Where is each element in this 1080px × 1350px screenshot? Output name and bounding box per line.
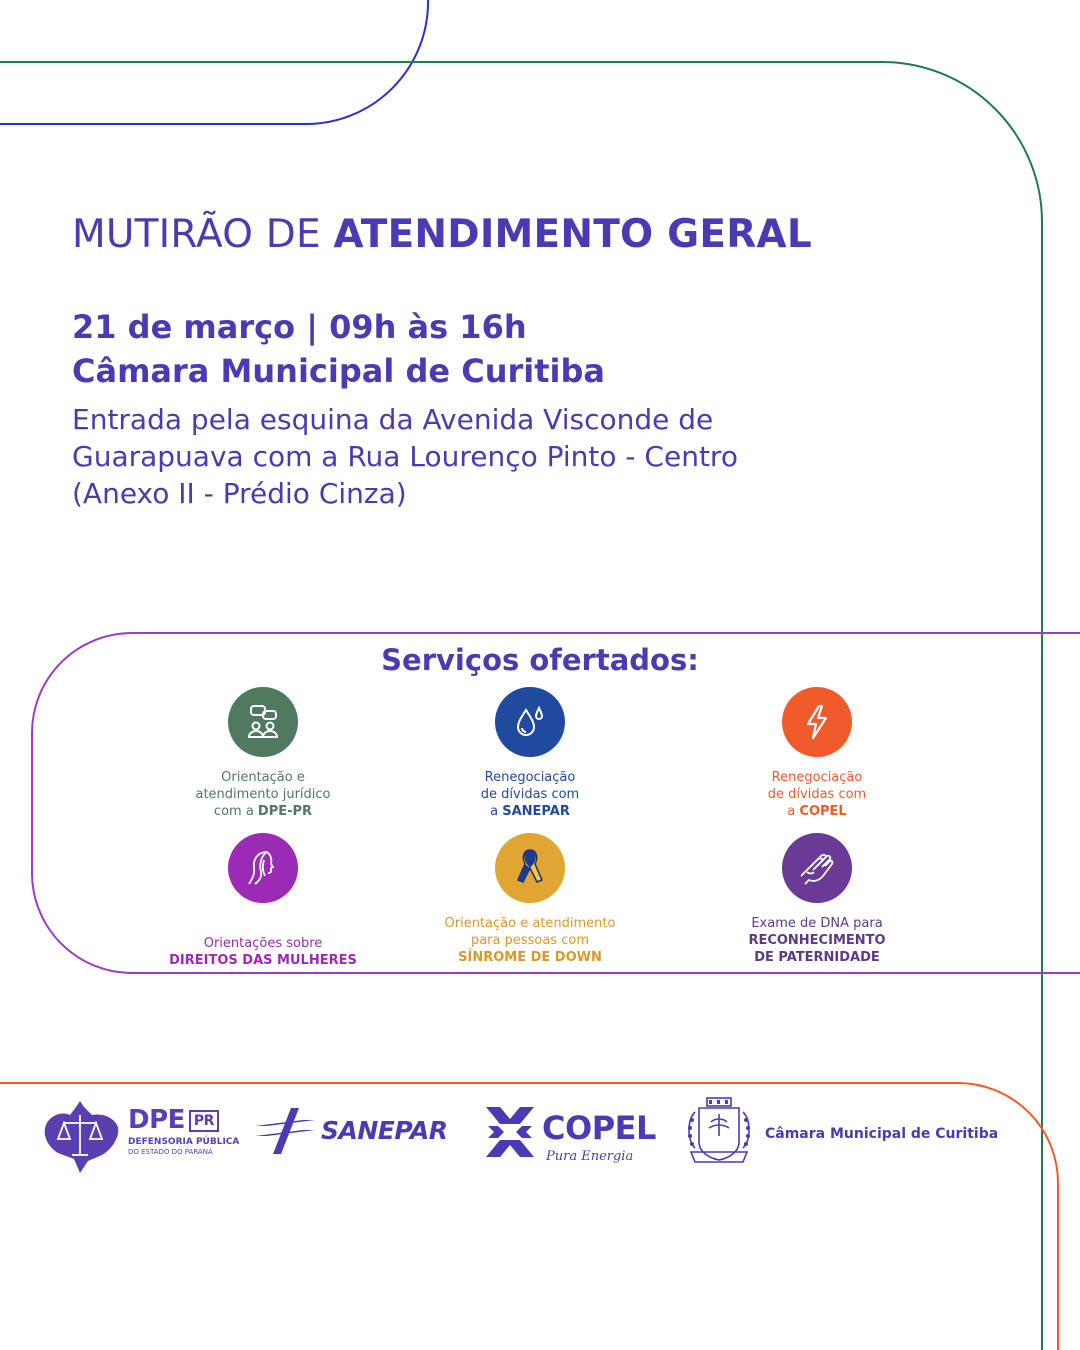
- label-text: a: [787, 804, 800, 819]
- title-light: MUTIRÃO DE: [72, 212, 334, 257]
- label-text: com a: [213, 804, 258, 819]
- label-line: [420, 949, 640, 966]
- woman-profile-icon: [228, 833, 298, 903]
- event-date: 21 de março | 09h às 16h: [72, 308, 527, 346]
- page-title: [72, 212, 812, 257]
- service-label: [420, 915, 640, 966]
- title-bold: ATENDIMENTO GERAL: [333, 212, 812, 257]
- water-drop-icon: [495, 687, 565, 757]
- address-line: (Anexo II - Prédio Cinza): [72, 477, 407, 510]
- service-label: [707, 769, 927, 820]
- dpe-subtitle: DEFENSORIA PÚBLICA: [128, 1137, 240, 1147]
- label-bold: DPE-PR: [257, 804, 313, 819]
- service-label: [153, 769, 373, 820]
- label-line: para pessoas com: [470, 933, 590, 948]
- service-label: [420, 769, 640, 820]
- sanepar-mark-icon: [253, 1108, 317, 1154]
- label-text: a: [490, 804, 503, 819]
- label-bold: COPEL: [799, 804, 847, 819]
- sanepar-logo: [253, 1108, 453, 1156]
- copel-text: COPEL: [542, 1109, 656, 1147]
- service-women-rights: [153, 833, 373, 969]
- sanepar-text: SANEPAR: [321, 1116, 448, 1145]
- service-dna-test: [707, 833, 927, 966]
- label-line: [153, 952, 373, 969]
- label-line: Orientação e: [221, 770, 305, 785]
- copel-mark-icon: [486, 1107, 534, 1157]
- label-line: Orientação e atendimento: [444, 916, 616, 931]
- dpe-pr-logo: [40, 1097, 240, 1177]
- services-heading: Serviços ofertados:: [381, 643, 699, 677]
- copel-logo: [486, 1105, 656, 1169]
- address-line: Entrada pela esquina da Avenida Visconde de: [72, 403, 714, 436]
- service-label: [707, 915, 927, 966]
- lightning-icon: [782, 687, 852, 757]
- copel-tagline: Pura Energia: [546, 1149, 634, 1164]
- dpe-main-text: DPE: [128, 1105, 185, 1135]
- camara-text: Câmara Municipal de Curitiba: [765, 1126, 999, 1142]
- dpe-subtitle: DO ESTADO DO PARANÁ: [128, 1148, 213, 1156]
- coat-of-arms-icon: [683, 1096, 755, 1168]
- service-label: [153, 935, 373, 969]
- label-line: atendimento jurídico: [195, 787, 331, 802]
- awareness-ribbon-icon: [495, 833, 565, 903]
- label-line: Renegociação: [771, 770, 863, 785]
- label-line: [707, 803, 927, 820]
- label-line: de dívidas com: [767, 787, 867, 802]
- label-bold: RECONHECIMENTO: [748, 933, 886, 948]
- chat-people-icon: [228, 687, 298, 757]
- label-line: [153, 803, 373, 820]
- label-bold: DE PATERNIDADE: [754, 950, 880, 965]
- label-bold: SANEPAR: [502, 804, 570, 819]
- service-down-syndrome: [420, 833, 640, 966]
- camara-coat-of-arms: [683, 1096, 755, 1168]
- label-line: [707, 932, 927, 949]
- service-copel: [707, 687, 927, 820]
- label-line: Exame de DNA para: [751, 916, 883, 931]
- label-bold: DIREITOS DAS MULHERES: [169, 953, 357, 968]
- label-line: Renegociação: [484, 770, 576, 785]
- dpe-badge: PR: [189, 1110, 219, 1132]
- label-line: [420, 803, 640, 820]
- label-line: [707, 949, 927, 966]
- service-sanepar: [420, 687, 640, 820]
- clasped-hands-icon: [782, 833, 852, 903]
- address-line: Guarapuava com a Rua Lourenço Pinto - Centro: [72, 440, 738, 473]
- event-info: [72, 305, 605, 393]
- label-line: Orientações sobre: [203, 936, 323, 951]
- event-address: [72, 401, 832, 512]
- justice-scales-icon: [40, 1097, 122, 1175]
- label-bold: SÍNROME DE DOWN: [458, 950, 602, 965]
- label-line: de dívidas com: [480, 787, 580, 802]
- event-venue: Câmara Municipal de Curitiba: [72, 352, 605, 390]
- service-legal: [153, 687, 373, 820]
